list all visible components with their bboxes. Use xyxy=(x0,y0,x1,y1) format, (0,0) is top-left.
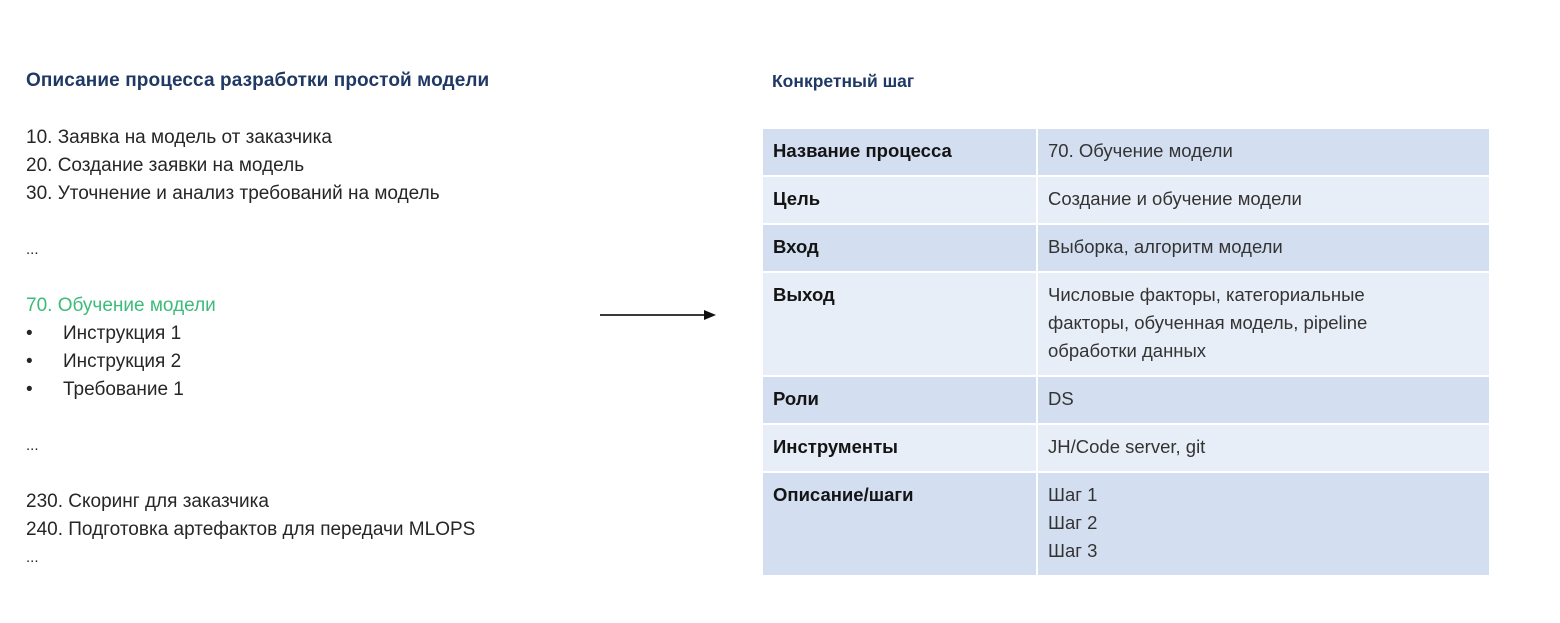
process-list xyxy=(26,124,566,572)
table-row xyxy=(762,128,1490,176)
row-value: JH/Code server, git xyxy=(1037,424,1490,472)
spacer xyxy=(26,264,566,292)
specific-step xyxy=(772,68,914,94)
ellipsis: ... xyxy=(26,241,39,258)
value-line: Числовые факторы, категориальные xyxy=(1048,284,1365,305)
row-value xyxy=(1037,472,1490,576)
value-line: факторы, обученная модель, pipeline xyxy=(1048,312,1368,333)
arrow-right-icon xyxy=(600,308,716,322)
spacer xyxy=(26,404,566,432)
bullet-text: Инструкция 1 xyxy=(63,323,182,344)
process-description-title: Описание процесса разработки простой модели xyxy=(26,70,490,91)
bullet-item xyxy=(26,376,566,404)
row-label: Цель xyxy=(762,176,1037,224)
table-row xyxy=(762,424,1490,472)
bullet-icon: • xyxy=(26,379,33,400)
table-row xyxy=(762,224,1490,272)
row-label: Инструменты xyxy=(762,424,1037,472)
table-row xyxy=(762,272,1490,376)
spacer xyxy=(26,208,566,236)
value-line: Шаг 2 xyxy=(1048,512,1098,533)
specific-step-title: Конкретный шаг xyxy=(772,71,915,91)
row-label: Выход xyxy=(762,272,1037,376)
ellipsis: ... xyxy=(26,549,39,566)
bullet-item xyxy=(26,320,566,348)
row-label: Вход xyxy=(762,224,1037,272)
row-value: 70. Обучение модели xyxy=(1037,128,1490,176)
bullet-item xyxy=(26,348,566,376)
row-value: Выборка, алгоритм модели xyxy=(1037,224,1490,272)
bullet-icon: • xyxy=(26,351,33,372)
process-item: 240. Подготовка артефактов для передачи MLOPS xyxy=(26,519,476,540)
process-description xyxy=(26,68,566,572)
ellipsis: ... xyxy=(26,437,39,454)
process-item: 230. Скоринг для заказчика xyxy=(26,491,269,512)
step-details-table xyxy=(761,127,1491,577)
table-row xyxy=(762,472,1490,576)
value-line: Шаг 3 xyxy=(1048,540,1098,561)
row-label: Название процесса xyxy=(762,128,1037,176)
process-item: 20. Создание заявки на модель xyxy=(26,155,305,176)
process-item-highlighted: 70. Обучение модели xyxy=(26,295,216,316)
process-item: 30. Уточнение и анализ требований на модель xyxy=(26,183,440,204)
process-item: 10. Заявка на модель от заказчика xyxy=(26,127,332,148)
bullet-icon: • xyxy=(26,323,33,344)
row-value xyxy=(1037,272,1490,376)
table-row xyxy=(762,176,1490,224)
row-label: Роли xyxy=(762,376,1037,424)
bullet-text: Инструкция 2 xyxy=(63,351,182,372)
bullet-text: Требование 1 xyxy=(63,379,184,400)
value-line: Шаг 1 xyxy=(1048,484,1098,505)
value-line: обработки данных xyxy=(1048,340,1207,361)
spacer xyxy=(26,460,566,488)
row-value: DS xyxy=(1037,376,1490,424)
row-value: Создание и обучение модели xyxy=(1037,176,1490,224)
row-label: Описание/шаги xyxy=(762,472,1037,576)
table-row xyxy=(762,376,1490,424)
